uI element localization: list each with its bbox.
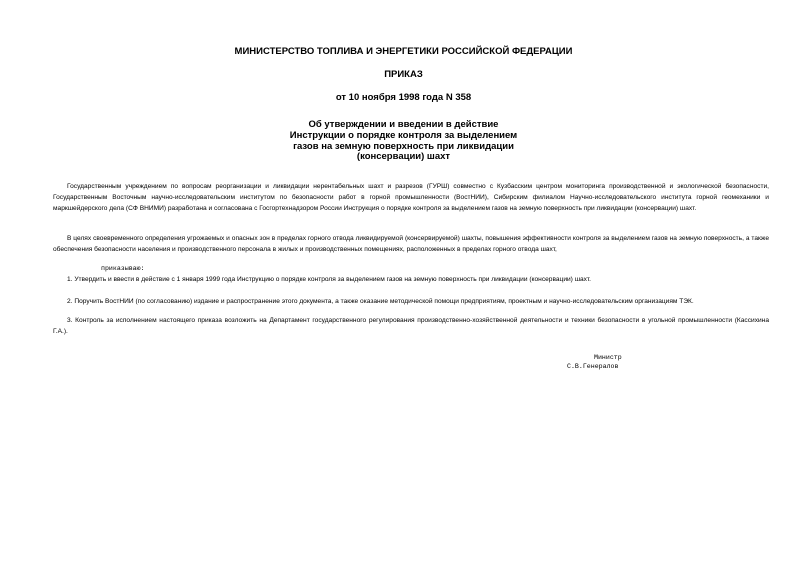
preamble-text: Государственным учреждением по вопросам реорганизации и ликвидации нерентабельных шахт и разрезов (ГУРШ) совместно с Кузбасским центром мониторинга производственной и экологической безопасности, Государственным Восточным научно-исследовательским институтом по безопасности работ в горной промышленности (ВостНИИ), Сибирским филиалом Научно-исследовательского института горной геомеханики и маркшейдерского дела (СФ ВНИМИ) разработана и согласована с Госгортехнадзором России Инструкция о порядке контроля за выделением газов на земную поверхность при ликвидации (консервации) шахт.: [53, 183, 769, 212]
purpose-text: В целях своевременного определения угрожаемых и опасных зон в пределах горного отвода ликвидируемой (консервируемой) шахты, повышения эффективности контроля за выделением газов на земную поверхность, а также обеспечения безопасности населения и производственного персонала в жилых и производственных помещениях, расположенных в пределах горного отвода шахт,: [53, 235, 769, 253]
title-line: газов на земную поверхность при ликвидации: [293, 140, 514, 152]
signer-post: Министр: [594, 354, 622, 361]
order-item-3: [53, 315, 769, 337]
title-line: Об утверждении и введении в действие: [308, 119, 499, 130]
purpose-paragraph: [53, 233, 769, 255]
order-item-2: [53, 296, 769, 307]
document-date-number: от 10 ноября 1998 года N 358: [335, 92, 472, 103]
ministry-heading: МИНИСТЕРСТВО ТОПЛИВА И ЭНЕРГЕТИКИ РОССИЙСКОЙ ФЕДЕРАЦИИ: [234, 46, 573, 57]
order-item-3-text: 3. Контроль за исполнением настоящего приказа возложить на Департамент государственного регулирования производственно-хозяйственной деятельности и техники безопасности в угольной промышленности (Кассихина Г.А.).: [53, 317, 769, 335]
document-title: [0, 120, 807, 163]
title-line: Инструкции о порядке контроля за выделением: [289, 129, 518, 141]
orders-word: приказываю:: [101, 265, 145, 272]
document-type: ПРИКАЗ: [384, 69, 423, 80]
preamble-paragraph: [53, 181, 769, 214]
signer-name: С.В.Генералов: [567, 363, 619, 370]
order-item-2-text: 2. Поручить ВостНИИ (по согласованию) издание и распространение этого документа, а также оказание методической помощи предприятиям, проектным и научно-исследовательским организациям ТЭК.: [67, 298, 694, 305]
order-item-1-text: 1. Утвердить и ввести в действие с 1 января 1999 года Инструкцию о порядке контроля за выделением газов на земную поверхность при ликвидации (консервации) шахт.: [67, 276, 592, 283]
order-item-1: [53, 274, 769, 285]
title-line: (консервации) шахт: [356, 151, 451, 163]
